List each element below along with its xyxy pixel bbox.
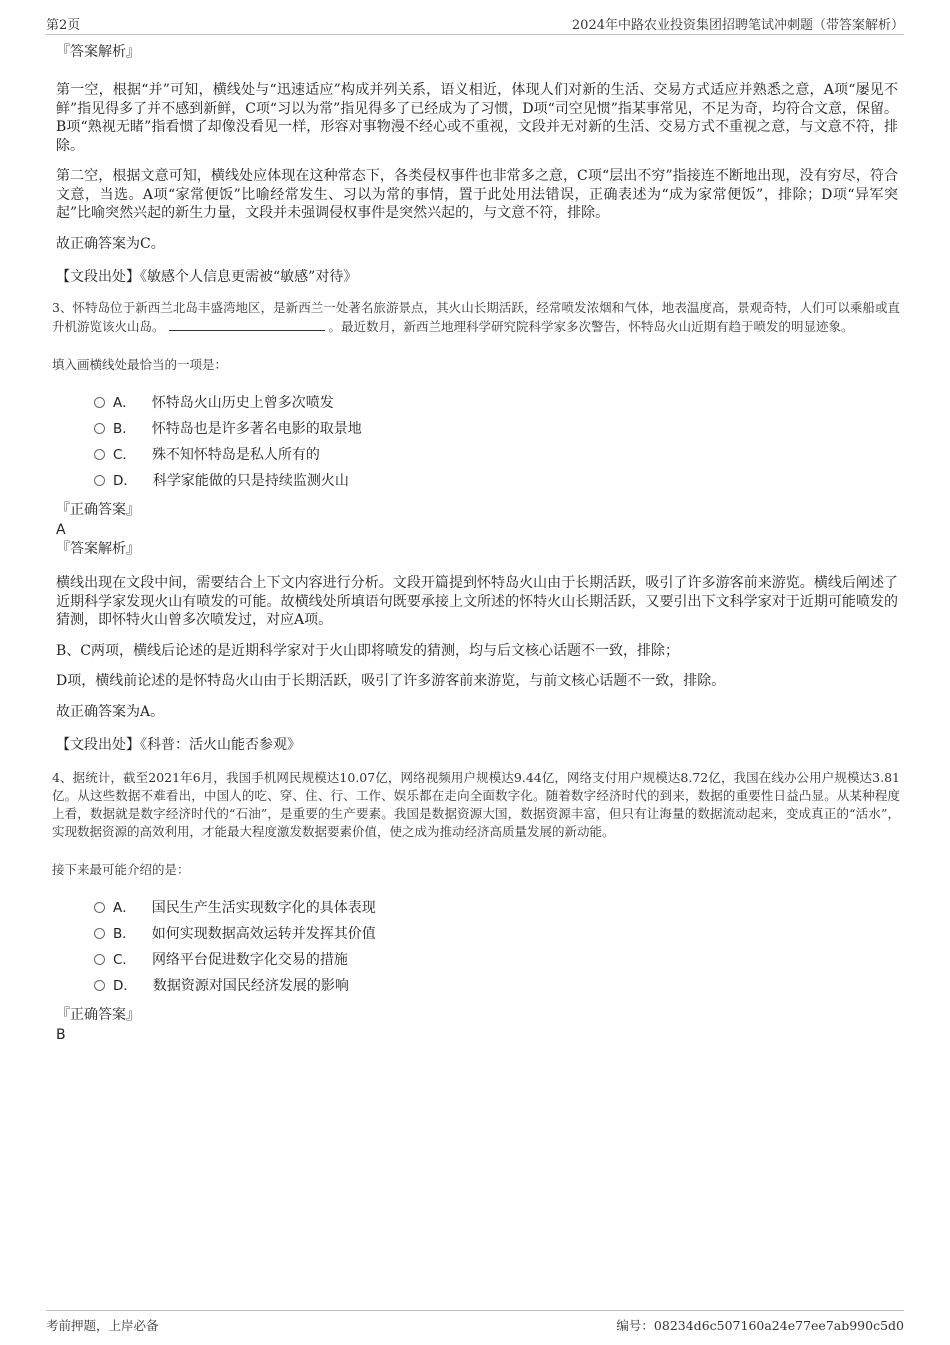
analysis-conclusion: 故正确答案为C。 xyxy=(56,235,165,252)
question-3 xyxy=(52,299,900,755)
page-number: 第2页 xyxy=(46,18,81,33)
fill-blank-line xyxy=(169,317,325,331)
radio-icon[interactable] xyxy=(94,423,105,434)
page-content xyxy=(52,42,900,1044)
option-list xyxy=(94,895,898,999)
radio-icon[interactable] xyxy=(94,902,105,913)
radio-icon[interactable] xyxy=(94,475,105,486)
option-a[interactable]: A． 国民生产生活实现数字化的具体表现 xyxy=(94,895,898,921)
question-prompt: 填入画横线处最恰当的一项是： xyxy=(52,357,228,372)
radio-icon[interactable] xyxy=(94,954,105,965)
option-c[interactable]: C． 殊不知怀特岛是私人所有的 xyxy=(94,442,898,468)
correct-answer-label: 『正确答案』 xyxy=(56,502,140,518)
option-d[interactable]: D． 科学家能做的只是持续监测火山 xyxy=(94,468,898,494)
document-title: 2024年中路农业投资集团招聘笔试冲刺题（带答案解析） xyxy=(571,18,904,33)
question-4 xyxy=(52,769,900,1044)
correct-answer-value: A xyxy=(56,522,66,538)
option-a[interactable]: A． 怀特岛火山历史上曾多次喷发 xyxy=(94,390,898,416)
question-text: 4、据统计，截至2021年6月，我国手机网民规模达10.07亿，网络视频用户规模达9.44亿，网络支付用户规模达8.72亿，我国在线办公用户规模达3.81亿。从这些数据不难看出，中国人的吃、穿、住、行、工作、娱乐都在走向全面数字化。随着数字经济时代的到来，数据的重要性日益凸显。从某种程度上看，数据就是数字经济时代的“石油”，是重要的生产要素。我国是数据资源大国，数据资源丰富，但只有让海量的数据流动起来，变成真正的“活水”，实现数据资源的高效利用，才能最大程度激发数据要素价值，使之成为推动经济高质量发展的新动能。 xyxy=(52,770,900,839)
option-b[interactable]: B． 怀特岛也是许多著名电影的取景地 xyxy=(94,416,898,442)
option-d[interactable]: D． 数据资源对国民经济发展的影响 xyxy=(94,973,898,999)
source-citation: 【文段出处】《科普：活火山能否参观》 xyxy=(56,737,301,753)
radio-icon[interactable] xyxy=(94,449,105,460)
prev-question-analysis xyxy=(56,42,898,287)
page-footer xyxy=(46,1310,904,1337)
analysis-paragraph: 横线出现在文段中间，需要结合上下文内容进行分析。文段开篇提到怀特岛火山由于长期活跃，吸引了许多游客前来游览。横线后阐述了近期科学家发现火山有喷发的可能。故横线处所填语句既要承接上文所述的怀特火山长期活跃，又要引出下文科学家对于近期可能喷发的猜测，即怀特火山曾多次喷发过，对应A项。 xyxy=(56,575,898,628)
analysis-label: 『答案解析』 xyxy=(56,44,140,60)
option-b[interactable]: B． 如何实现数据高效运转并发挥其价值 xyxy=(94,921,898,947)
question-text xyxy=(52,299,900,336)
source-citation: 【文段出处】《敏感个人信息更需被“敏感”对待》 xyxy=(56,269,358,285)
footer-slogan: 考前押题，上岸必备 xyxy=(46,1318,159,1333)
analysis-paragraph: 第二空，根据文意可知，横线处应体现在这种常态下，各类侵权事件也非常多之意，C项“层出不穷”指接连不断地出现，没有穷尽，符合文意，当选。A项“家常便饭”比喻经常发生、习以为常的事情，置于此处用法错误，正确表述为“成为家常便饭”，排除；D项“异军突起”比喻突然兴起的新生力量，文段并未强调侵权事件是突然兴起的，与文意不符，排除。 xyxy=(56,168,898,221)
option-c[interactable]: C． 网络平台促进数字化交易的措施 xyxy=(94,947,898,973)
analysis-conclusion: 故正确答案为A。 xyxy=(56,703,165,720)
question-text-after: 。最近数月，新西兰地理科学研究院科学家多次警告，怀特岛火山近期有趋于喷发的明显迹象。 xyxy=(328,319,854,334)
analysis-paragraph: D项，横线前论述的是怀特岛火山由于长期活跃，吸引了许多游客前来游览，与前文核心话题不一致，排除。 xyxy=(56,673,726,689)
question-prompt: 接下来最可能介绍的是： xyxy=(52,862,190,877)
correct-answer-value: B xyxy=(56,1027,66,1043)
radio-icon[interactable] xyxy=(94,980,105,991)
analysis-label: 『答案解析』 xyxy=(56,541,140,557)
document-id: 编号：08234d6c507160a24e77ee7ab990c5d0 xyxy=(616,1318,904,1333)
option-list xyxy=(94,390,898,494)
question-text-before: 3、怀特岛位于新西兰北岛丰盛湾地区，是新西兰一处著名旅游景点，其火山长期活跃，经常喷发浓烟和气体，地表温度高，景观奇特，人们可以乘船或直升机游览该火山岛。 xyxy=(52,300,900,334)
radio-icon[interactable] xyxy=(94,397,105,408)
page-header xyxy=(46,14,904,35)
correct-answer-label: 『正确答案』 xyxy=(56,1007,140,1023)
analysis-paragraph: 第一空，根据“并”可知，横线处与“迅速适应”构成并列关系，语义相近，体现人们对新的生活、交易方式适应并熟悉之意，A项“屡见不鲜”指见得多了并不感到新鲜，C项“习以为常”指见得多了已经成为了习惯，D项“司空见惯”指某事常见，不足为奇，均符合文意，保留。B项“熟视无睹”指看惯了却像没看见一样，形容对事物漫不经心或不重视，文段并无对新的生活、交易方式不重视之意，与文意不符，排除。 xyxy=(56,82,898,154)
analysis-paragraph: B、C两项，横线后论述的是近期科学家对于火山即将喷发的猜测，均与后文核心话题不一致，排除； xyxy=(56,642,679,659)
radio-icon[interactable] xyxy=(94,928,105,939)
